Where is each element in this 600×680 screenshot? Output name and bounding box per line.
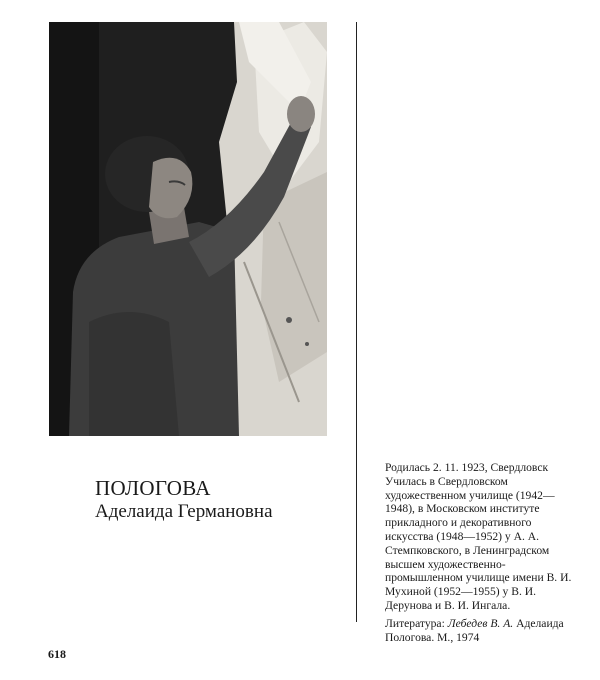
literature-title: Аделаида Пологова. М., 1974 xyxy=(385,616,564,644)
literature-label: Литература: xyxy=(385,616,445,630)
artist-name xyxy=(95,476,273,524)
biography-text: Родилась 2. 11. 1923, Свердловск Училась в Свердловском художественном училище (1942—1948), в Московском институте прикладного и декоративного искусства (1948—1952) у А. А. Стемпковского, в Ленинградском высшем художественно-промышленном училище имени В. И. Мухиной (1952—1955) у В. И. Дерунова и В. И. Ингала. xyxy=(385,461,572,612)
artist-given-name: Аделаида Германовна xyxy=(95,501,273,522)
artist-surname: ПОЛОГОВА xyxy=(95,476,211,500)
biography xyxy=(385,461,580,644)
literature-author: Лебедев В. А. xyxy=(447,616,514,630)
page-number: 618 xyxy=(48,647,66,661)
literature-reference xyxy=(385,617,580,645)
portrait-photo xyxy=(49,22,327,436)
photo-illustration xyxy=(49,22,327,436)
column-divider xyxy=(356,22,357,622)
